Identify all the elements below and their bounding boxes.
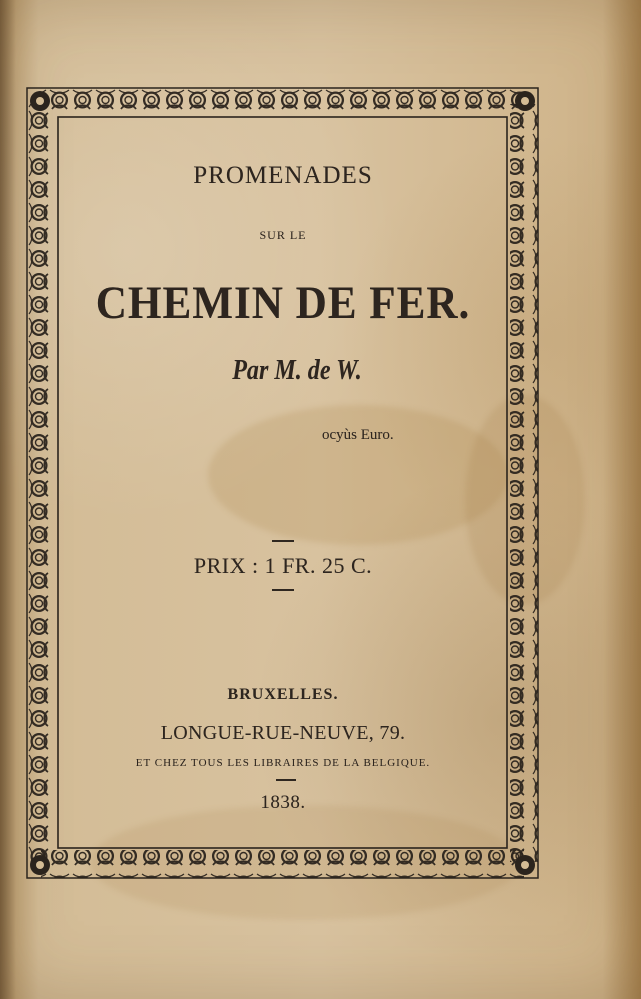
imprint-city: BRUXELLES. (227, 686, 339, 703)
imprint-address: LONGUE-RUE-NEUVE, 79. (160, 722, 406, 744)
author-line: Par M. de W. (232, 355, 362, 386)
main-title: CHEMIN DE FER. (95, 277, 471, 329)
page-gutter-shadow (0, 0, 16, 999)
rule-year (276, 779, 296, 781)
title-page-content (74, 110, 492, 830)
imprint-booksellers: ET CHEZ TOUS LES LIBRAIRES DE LA BELGIQUE. (135, 757, 431, 769)
subtitle-sur-le: SUR LE (259, 228, 307, 242)
rule-top (272, 540, 294, 542)
epigraph: ocyùs Euro. (322, 427, 394, 443)
rule-bottom (272, 589, 294, 591)
publication-year: 1838. (260, 792, 306, 813)
subtitle-promenades: PROMENADES (193, 162, 373, 189)
price-line: PRIX : 1 FR. 25 C. (193, 553, 373, 578)
